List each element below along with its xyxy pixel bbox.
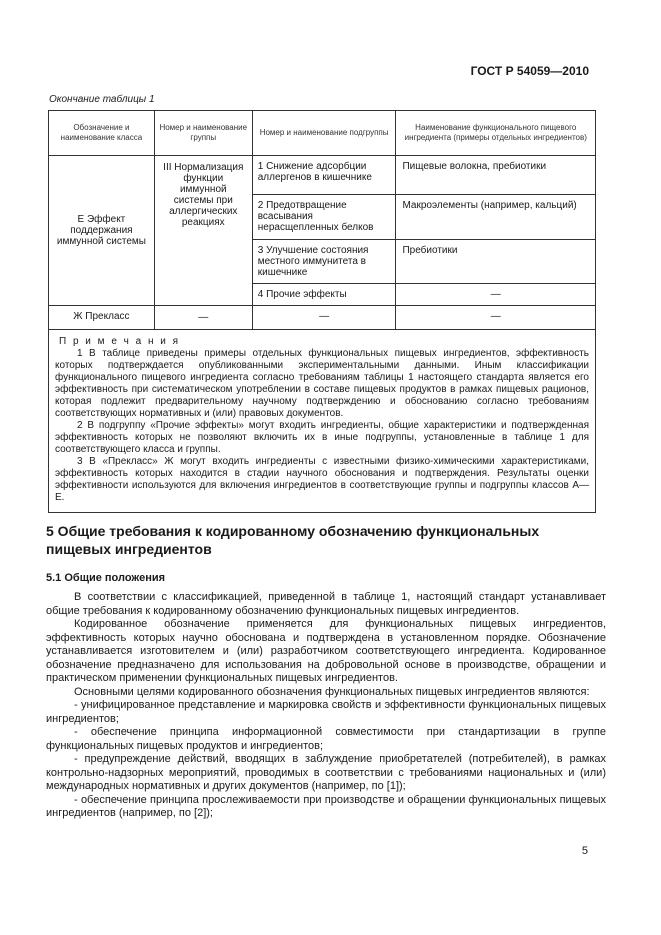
body-paragraph: Кодированное обозначение применяется для функциональных пищевых ингредиентов, эффективность которых научно обоснована и подтверждена в установленном порядке. Обозначение устанавливается изготовителем и (или) разработчиком соответствующего ингредиента. Кодированное обозначение предназначено для использования на добровольной основе в производстве, обращении и практическом применении функциональных пищевых ингредиентов. — [46, 618, 606, 684]
table-header-row — [49, 111, 596, 156]
table-caption: Окончание таблицы 1 — [49, 94, 155, 105]
group-3-cell: III Нормализация функции иммунной системы при аллергических реакциях — [154, 156, 252, 306]
body-paragraph: - обеспечение принципа информационной совместимости при стандартизации в группе функциональных пищевых продуктов и ингредиентов; — [46, 726, 606, 752]
preclass-subgroup-cell: — — [252, 306, 396, 330]
body-paragraph: - обеспечение принципа прослеживаемости при производстве и обращении функциональных пищевых ингредиентов (например, по [2]); — [46, 793, 606, 819]
note-item: 3 В «Прекласс» Ж могут входить ингредиенты с известными физико-химическими характеристиками, эффективность которых находится в стадии научного обоснования и подтверждения. Результаты оценки эффективности используются для включения ингредиентов в соответствующие группы и подгруппы классов А—Е. — [55, 456, 589, 503]
body-paragraph: В соответствии с классификацией, приведенной в таблице 1, настоящий стандарт устанавливает общие требования к кодированному обозначению функциональных пищевых ингредиентов. — [46, 591, 606, 617]
body-paragraph: Основными целями кодированного обозначения функциональных пищевых ингредиентов являются: — [74, 685, 590, 698]
preclass-group-cell: — — [154, 306, 252, 330]
body-paragraph: - предупреждение действий, вводящих в заблуждение приобретателей (потребителей), в рамках контрольно-надзорных мероприятий, проводимых в соответствии с требованиями национальных и (или) международных нормативных и других документов (например, по [1]); — [46, 753, 606, 792]
header-group: Номер и наименование группы — [154, 111, 252, 156]
classification-table — [48, 110, 596, 513]
header-subgroup: Номер и наименование подгруппы — [252, 111, 396, 156]
document-standard-header: ГОСТ Р 54059—2010 — [470, 64, 589, 78]
preclass-ingredient-cell: — — [396, 306, 596, 330]
section-title: 5 Общие требования к кодированному обозначению функциональных пищевых ингредиентов — [46, 523, 540, 557]
ingredient-cell: Пребиотики — [396, 240, 596, 284]
header-ingredient: Наименование функционального пищевого ингредиента (примеры отдельных ингредиентов) — [396, 111, 596, 156]
notes-cell — [49, 330, 596, 513]
subgroup-cell: 2 Предотвращение всасывания нерасщепленных белков — [252, 195, 396, 240]
table-notes-row — [49, 330, 596, 513]
note-item: 2 В подгруппу «Прочие эффекты» могут входить ингредиенты, общие характеристики и подтвержденная эффективность которых не позволяют включить их в иные подгруппы, установленные в таблице 1 для соответствующего класса и группы. — [55, 420, 589, 455]
subgroup-cell: 3 Улучшение состояния местного иммунитета в кишечнике — [252, 240, 396, 284]
ingredient-cell: Макроэлементы (например, кальций) — [396, 195, 596, 240]
body-paragraph: - унифицированное представление и маркировка свойств и эффективности функциональных пищевых ингредиентов; — [46, 699, 606, 725]
subsection-title: 5.1 Общие положения — [46, 572, 166, 584]
section-body — [46, 591, 606, 821]
preclass-class-cell: Ж Прекласс — [49, 306, 155, 330]
page-number: 5 — [581, 845, 588, 857]
table-row-preclass — [49, 306, 596, 330]
class-e-cell: Е Эффект поддержания иммунной системы — [49, 156, 155, 306]
note-item: 1 В таблице приведены примеры отдельных функциональных пищевых ингредиентов, эффективность которых подтверждается опубликованными экспериментальными данными. Иным классификации функционального пищевого ингредиента согласно требованиям таблицы 1 настоящего стандарта является его эффективность при систематическом употреблении в составе пищевых продуктов в рамках пищевых рационов, которая подлежит предварительному научному подтверждению и обоснованию согласно требованиям соответствующих нормативных и (или) правовых документов. — [55, 348, 589, 419]
subgroup-cell: 4 Прочие эффекты — [252, 284, 396, 306]
table-row — [49, 156, 596, 195]
subgroup-cell: 1 Снижение адсорбции аллергенов в кишечнике — [252, 156, 396, 195]
ingredient-cell: — — [396, 284, 596, 306]
notes-title: П р и м е ч а н и я — [59, 336, 181, 347]
ingredient-cell: Пищевые волокна, пребиотики — [396, 156, 596, 195]
header-class: Обозначение и наименование класса — [49, 111, 155, 156]
